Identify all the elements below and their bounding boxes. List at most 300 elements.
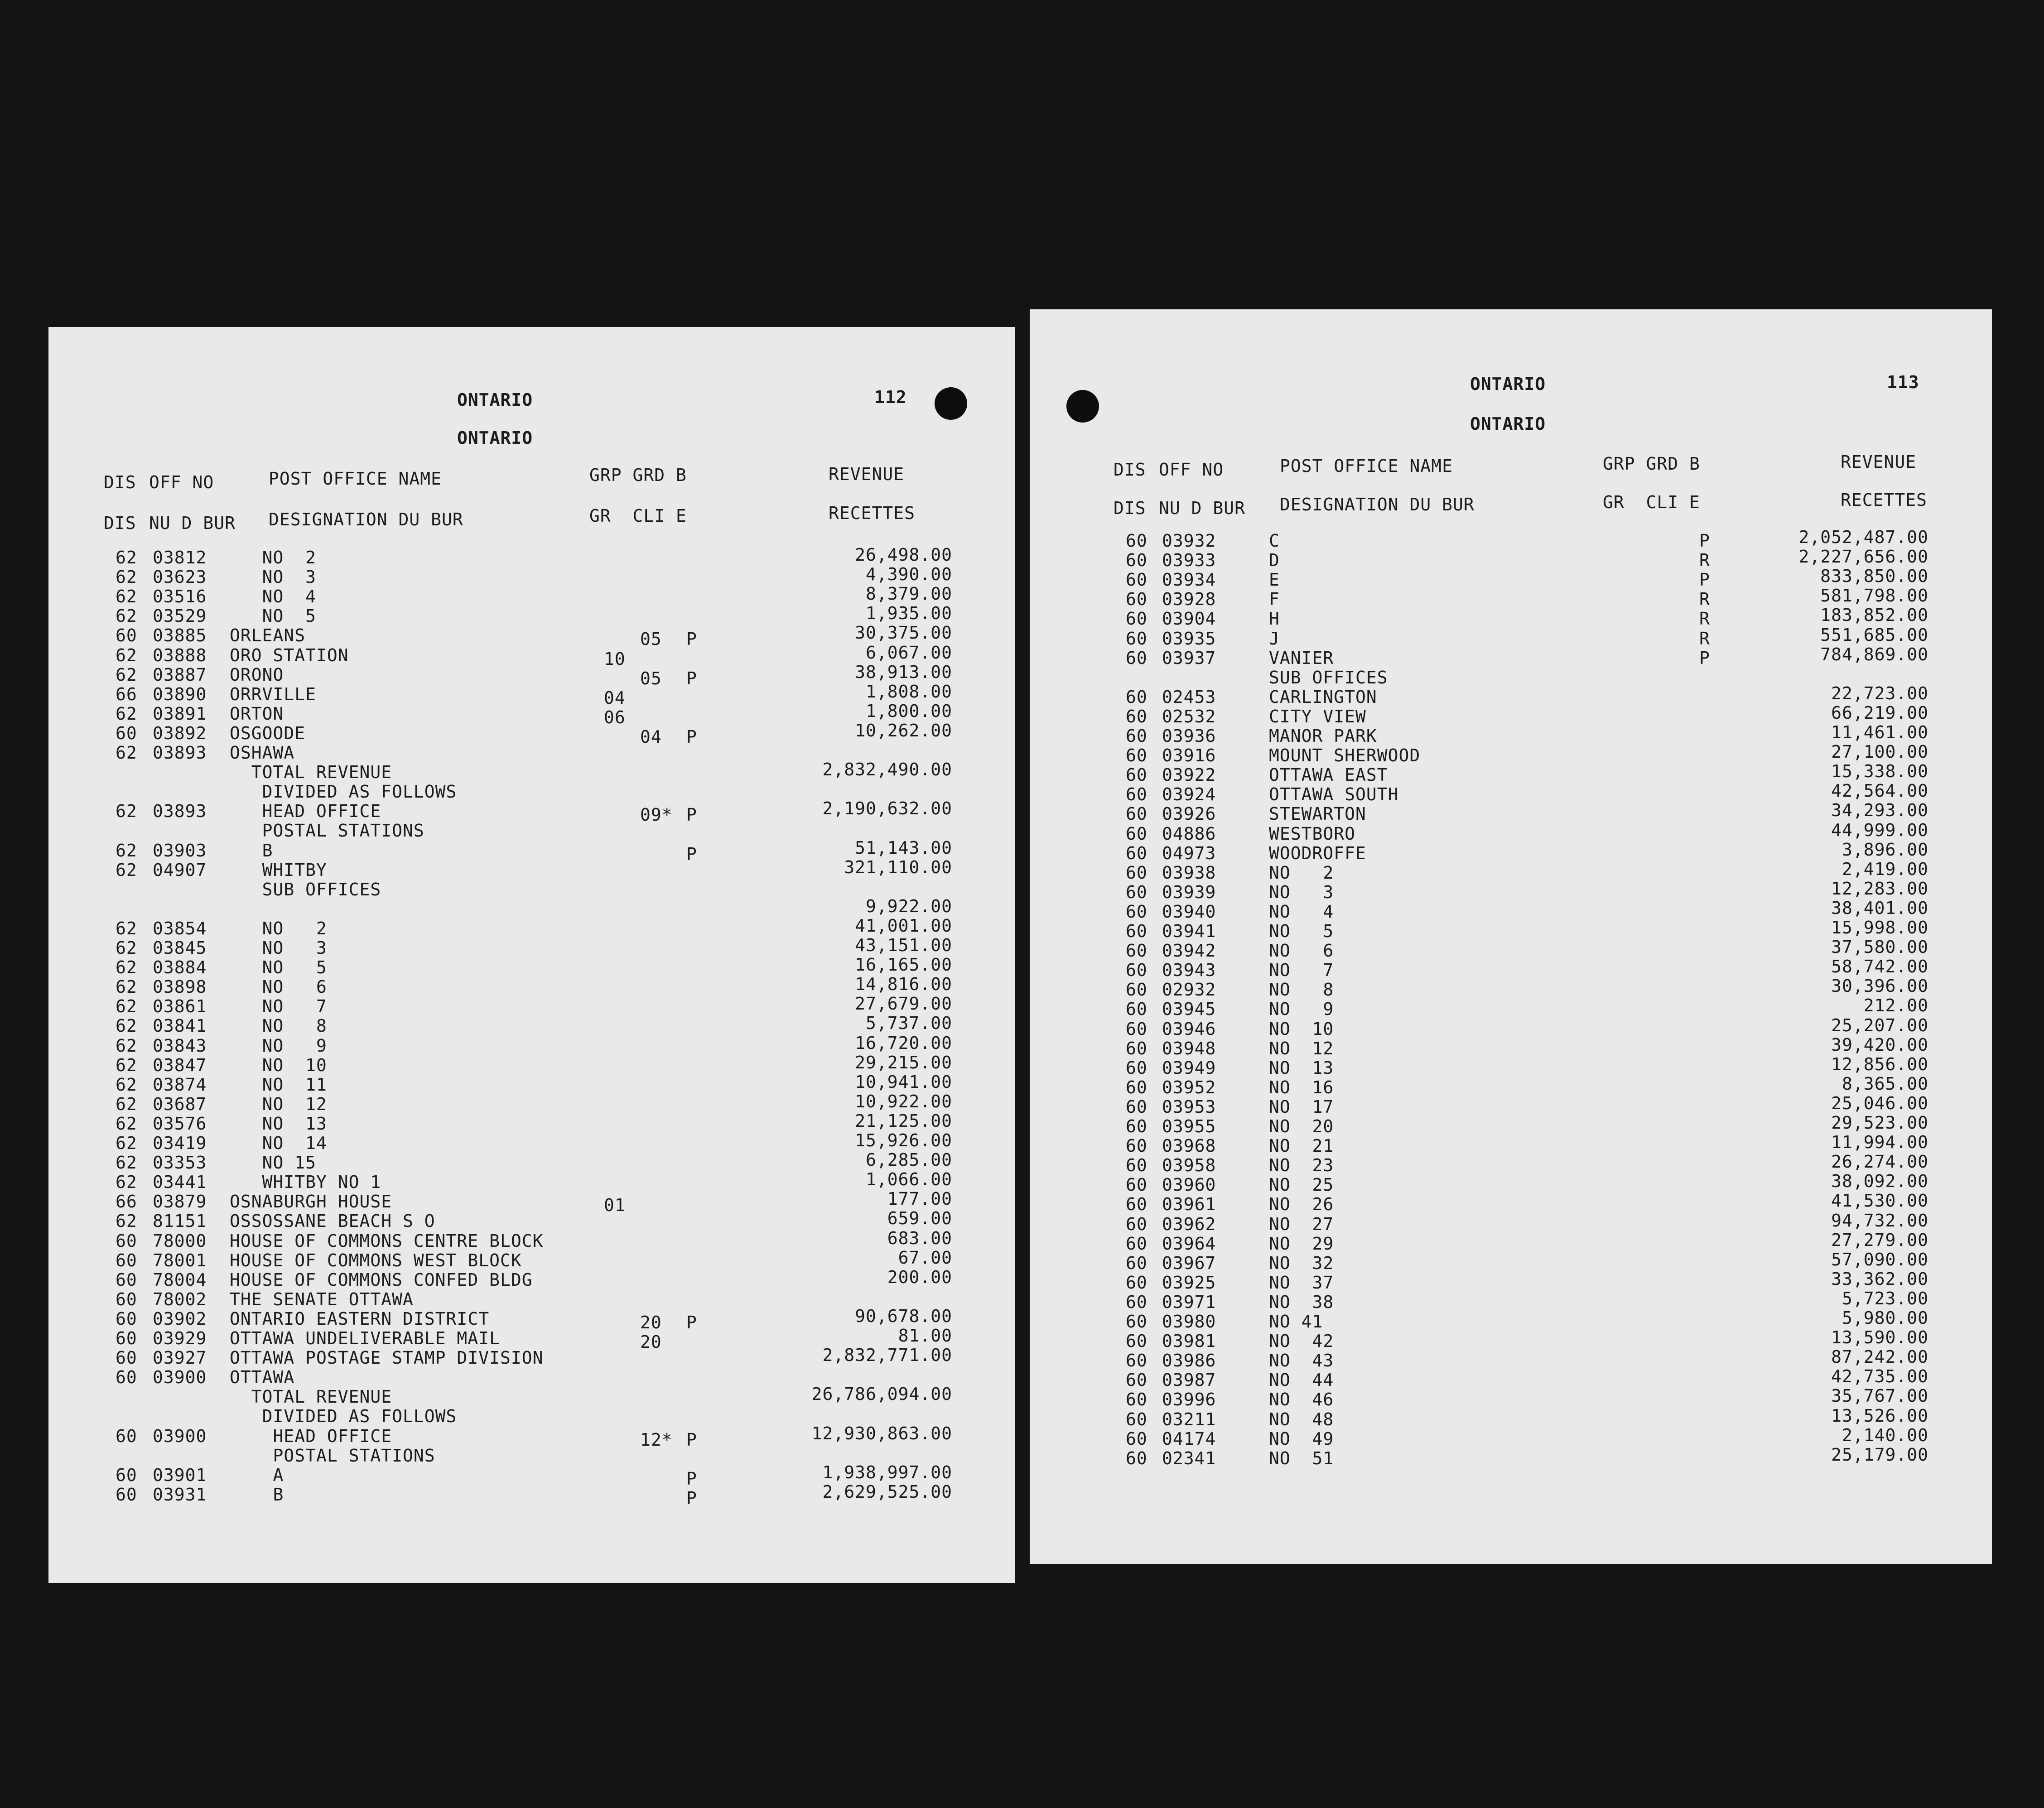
column-header-rev: REVENUE [829,464,905,484]
row-office-name: NO 4 [1269,901,1334,922]
row-office-name: NO 3 [230,938,327,958]
row-office-number: 03948 [1162,1038,1216,1058]
row-revenue: 2,190,632.00 [822,798,952,819]
row-office-name: NO 12 [1269,1038,1334,1058]
row-office-name: NO 23 [1269,1155,1334,1176]
row-office-name: OSNABURGH HOUSE [230,1192,392,1212]
row-district: 60 [116,1465,137,1485]
row-office-name: NO 49 [1269,1428,1334,1449]
row-district: 60 [1126,999,1147,1019]
row-office-name: HEAD OFFICE [230,1426,392,1446]
row-office-name: NO 12 [230,1094,327,1114]
row-office-number: 03903 [153,840,207,861]
row-office-number: 03939 [1162,882,1216,902]
row-office-number: 03847 [153,1055,207,1075]
row-office-name: NO 37 [1269,1272,1334,1293]
row-district: 62 [116,645,137,665]
row-district: 60 [1126,726,1147,746]
row-district: 60 [116,1348,137,1368]
column-header-name-fr: DESIGNATION DU BUR [1280,495,1475,515]
row-office-name: OSGOODE [230,723,306,743]
row-office-number: 03926 [1162,804,1216,824]
row-revenue: 41,530.00 [1831,1191,1928,1211]
row-office-number: 03888 [153,645,207,665]
row-office-number: 03980 [1162,1312,1216,1332]
row-revenue: 15,926.00 [855,1130,952,1150]
row-office-name: NO 8 [230,1016,327,1036]
row-office-number: 03887 [153,664,207,685]
row-office-name: NO 16 [1269,1077,1334,1097]
row-district: 62 [116,957,137,978]
column-header-dis-fr: DIS [1114,498,1146,518]
row-district: 60 [116,1269,137,1290]
row-revenue: 2,629,525.00 [822,1481,952,1502]
row-revenue: 1,800.00 [865,701,952,721]
row-revenue: 27,279.00 [1831,1230,1928,1250]
row-office-name: NO 10 [230,1055,327,1075]
row-district: 60 [1126,1292,1147,1312]
column-header-name-fr: DESIGNATION DU BUR [269,510,463,529]
row-revenue: 321,110.00 [844,857,952,877]
row-office-name: VANIER [1269,648,1334,668]
row-office-name: NO 41 [1269,1312,1323,1332]
column-header-dis-fr: DIS [104,513,136,533]
row-revenue: 784,869.00 [1820,644,1928,664]
row-district: 60 [1126,960,1147,981]
row-revenue: 11,994.00 [1831,1132,1928,1153]
row-office-number: 03967 [1162,1253,1216,1273]
row-grade: 05 [640,629,662,649]
row-revenue: 21,125.00 [855,1111,952,1131]
row-office-number: 03922 [1162,765,1216,785]
row-revenue: 14,816.00 [855,974,952,995]
row-office-number: 03933 [1162,550,1216,571]
row-office-number: 03893 [153,743,207,763]
row-office-name: NO 14 [230,1133,327,1153]
row-group: 06 [604,707,626,727]
row-office-name: NO 48 [1269,1409,1334,1429]
row-district: 60 [1126,804,1147,824]
row-office-name: POSTAL STATIONS [230,821,424,841]
row-office-number: 03854 [153,918,207,938]
row-office-name: NO 43 [1269,1351,1334,1371]
row-office-number: 03892 [153,723,207,743]
row-office-number: 03962 [1162,1214,1216,1234]
column-header-name: POST OFFICE NAME [1280,456,1453,476]
row-revenue: 15,998.00 [1831,918,1928,938]
row-office-number: 03960 [1162,1175,1216,1195]
row-revenue: 16,720.00 [855,1033,952,1053]
row-office-name: SUB OFFICES [230,879,381,899]
column-header-off-fr: NU D BUR [1159,498,1246,518]
row-revenue: 212.00 [1863,995,1928,1016]
row-revenue: 38,401.00 [1831,898,1928,918]
row-office-name: NO 2 [230,548,317,567]
row-district: 60 [1126,843,1147,863]
row-revenue: 33,362.00 [1831,1269,1928,1289]
row-office-number: 04973 [1162,843,1216,863]
row-office-name: ORTON [230,703,284,724]
row-office-number: 78004 [153,1269,207,1290]
row-office-name: A [230,1465,284,1485]
row-office-number: 03900 [153,1426,207,1446]
row-district: 60 [116,1367,137,1388]
row-office-number: 03996 [1162,1390,1216,1410]
row-office-name: THE SENATE OTTAWA [230,1289,414,1309]
column-header-rev-fr: RECETTES [829,503,916,523]
row-revenue: 26,274.00 [1831,1152,1928,1172]
page-number: 113 [1887,372,1919,392]
row-office-name: ORO STATION [230,645,349,665]
row-office-number: 03845 [153,938,207,958]
row-office-name: NO 2 [230,918,327,938]
row-office-number: 03940 [1162,901,1216,922]
row-office-name: NO 5 [1269,921,1334,941]
row-office-name: NO 13 [230,1113,327,1134]
row-office-number: 03843 [153,1035,207,1056]
row-district: 60 [1126,1331,1147,1351]
row-office-number: 03441 [153,1172,207,1193]
row-office-number: 03968 [1162,1136,1216,1156]
row-office-name: E [1269,570,1280,590]
row-office-name: NO 20 [1269,1116,1334,1136]
row-office-number: 03927 [153,1348,207,1368]
row-district: 60 [1126,1428,1147,1449]
row-district: 60 [1126,570,1147,590]
row-office-number: 02453 [1162,687,1216,707]
row-office-number: 78001 [153,1250,207,1270]
row-office-name: OTTAWA SOUTH [1269,784,1399,805]
row-revenue: 16,165.00 [855,955,952,975]
column-header-off-fr: NU D BUR [149,513,236,533]
row-district: 60 [1126,589,1147,610]
row-revenue: 12,930,863.00 [811,1423,952,1443]
row-office-number: 03929 [153,1328,207,1348]
row-district: 60 [1126,921,1147,941]
row-district: 62 [116,1055,137,1075]
row-revenue: 10,262.00 [855,720,952,741]
row-revenue: 6,067.00 [865,642,952,663]
row-revenue: 81.00 [898,1326,952,1346]
row-office-number: 03937 [1162,648,1216,668]
row-office-number: 02932 [1162,980,1216,1000]
row-office-name: C [1269,531,1280,551]
row-office-number: 04174 [1162,1428,1216,1449]
row-office-name: WOODROFFE [1269,843,1366,863]
row-revenue: 183,852.00 [1820,605,1928,625]
row-office-name: CARLINGTON [1269,687,1377,707]
row-office-number: 03987 [1162,1370,1216,1390]
row-grade: 05 [640,668,662,688]
row-office-name: ORRVILLE [230,684,317,704]
row-office-name: NO 9 [230,1035,327,1056]
row-grade: 04 [640,726,662,747]
row-revenue: 12,283.00 [1831,878,1928,899]
row-b-flag: P [686,726,697,747]
row-office-name: NO 5 [230,606,317,626]
row-district: 60 [1126,648,1147,668]
row-office-number: 03925 [1162,1272,1216,1293]
row-b-flag: P [686,668,697,688]
row-revenue: 2,140.00 [1842,1425,1928,1445]
row-office-number: 78002 [153,1289,207,1309]
row-office-name: NO 51 [1269,1448,1334,1468]
row-district: 60 [1126,823,1147,844]
row-b-flag: P [686,1429,697,1450]
row-office-name: F [1269,589,1280,610]
row-office-name: NO 21 [1269,1136,1334,1156]
row-district: 62 [116,664,137,685]
row-office-name: HOUSE OF COMMONS CENTRE BLOCK [230,1231,544,1251]
row-office-name: B [230,840,273,861]
column-header-rev-fr: RECETTES [1841,490,1928,510]
row-revenue: 177.00 [887,1189,952,1209]
province-title-fr: ONTARIO [457,428,533,448]
row-district: 60 [116,1484,137,1505]
row-office-number: 03861 [153,996,207,1017]
row-office-number: 03211 [1162,1409,1216,1429]
row-revenue: 22,723.00 [1831,683,1928,703]
column-header-grp: GRP GRD B [1603,454,1700,474]
row-office-name: DIVIDED AS FOLLOWS [230,782,457,802]
column-header-off: OFF NO [1159,460,1224,480]
row-grade: 20 [640,1332,662,1352]
row-office-number: 03952 [1162,1077,1216,1097]
row-office-name: NO 46 [1269,1390,1334,1410]
row-revenue: 25,046.00 [1831,1093,1928,1113]
row-district: 62 [116,1016,137,1036]
row-revenue: 13,590.00 [1831,1327,1928,1348]
row-district: 60 [1126,1058,1147,1078]
row-office-name: WESTBORO [1269,823,1356,844]
row-district: 62 [116,801,137,822]
row-revenue: 8,379.00 [865,584,952,604]
column-header-off: OFF NO [149,472,214,492]
row-revenue: 43,151.00 [855,935,952,955]
row-office-name: NO 2 [1269,862,1334,883]
row-district: 60 [1126,1233,1147,1254]
row-revenue: 2,052,487.00 [1798,527,1928,547]
row-office-number: 03938 [1162,862,1216,883]
row-office-name: HOUSE OF COMMONS WEST BLOCK [230,1250,522,1270]
row-district: 62 [116,938,137,958]
row-office-number: 03900 [153,1367,207,1388]
row-office-name: SUB OFFICES [1269,667,1388,688]
row-office-number: 03902 [153,1308,207,1329]
row-district: 62 [116,996,137,1017]
row-revenue: 551,685.00 [1820,625,1928,645]
row-office-name: NO 42 [1269,1331,1334,1351]
row-office-name: NO 13 [1269,1058,1334,1078]
page-number: 112 [874,387,907,407]
row-office-name: NO 29 [1269,1233,1334,1254]
row-office-number: 03928 [1162,589,1216,610]
row-district: 62 [116,606,137,626]
row-grade: 20 [640,1312,662,1332]
row-office-name: NO 6 [230,977,327,997]
row-b-flag: P [686,805,697,825]
row-office-number: 02532 [1162,706,1216,726]
row-revenue: 42,564.00 [1831,781,1928,801]
row-revenue: 833,850.00 [1820,566,1928,587]
row-revenue: 10,922.00 [855,1091,952,1111]
row-district: 62 [116,703,137,724]
row-district: 60 [1126,1390,1147,1410]
row-office-name: NO 9 [1269,999,1334,1019]
row-office-name: MOUNT SHERWOOD [1269,745,1421,766]
row-district: 60 [1126,531,1147,551]
row-office-number: 03841 [153,1016,207,1036]
row-b-flag: P [686,844,697,864]
row-revenue: 67.00 [898,1247,952,1268]
row-district: 60 [1126,1448,1147,1468]
row-district: 66 [116,1192,137,1212]
row-revenue: 44,999.00 [1831,820,1928,840]
row-b-flag: P [686,1312,697,1332]
row-revenue: 5,737.00 [865,1013,952,1034]
row-office-name: NO 15 [230,1153,317,1173]
row-office-name: ONTARIO EASTERN DISTRICT [230,1308,490,1329]
row-office-number: 03961 [1162,1194,1216,1215]
row-district: 62 [116,1035,137,1056]
row-district: 60 [1126,1155,1147,1176]
row-district: 62 [116,587,137,607]
row-revenue: 26,498.00 [855,545,952,565]
row-revenue: 87,242.00 [1831,1347,1928,1367]
row-office-number: 03874 [153,1074,207,1095]
row-office-number: 03936 [1162,726,1216,746]
row-district: 62 [116,1133,137,1153]
row-revenue: 683.00 [887,1228,952,1248]
row-revenue: 200.00 [887,1267,952,1287]
row-office-name: ORLEANS [230,625,306,646]
row-district: 60 [1126,1096,1147,1117]
row-district: 60 [1126,1312,1147,1332]
row-district: 60 [1126,628,1147,649]
row-office-name: NO 6 [1269,941,1334,961]
row-district: 60 [1126,1214,1147,1234]
row-office-name: NO 26 [1269,1194,1334,1215]
row-district: 60 [1126,1019,1147,1039]
row-b-flag: P [686,1468,697,1489]
row-revenue: 1,808.00 [865,681,952,702]
row-b-flag: P [686,629,697,649]
row-revenue: 10,941.00 [855,1072,952,1092]
row-office-name: ORONO [230,664,284,685]
row-office-number: 03931 [153,1484,207,1505]
row-office-number: 03942 [1162,941,1216,961]
row-revenue: 66,219.00 [1831,702,1928,723]
row-office-number: 03955 [1162,1116,1216,1136]
row-b-flag: R [1699,589,1710,610]
province-title: ONTARIO [457,390,533,410]
row-office-number: 03891 [153,703,207,724]
column-header-dis: DIS [1114,460,1146,480]
row-group: 10 [604,649,626,669]
row-revenue: 39,420.00 [1831,1034,1928,1055]
row-office-name: NO 11 [230,1074,327,1095]
row-revenue: 2,832,490.00 [822,760,952,780]
row-office-name: NO 7 [1269,960,1334,981]
row-district: 60 [116,1426,137,1446]
row-district: 60 [1126,1116,1147,1136]
row-revenue: 6,285.00 [865,1150,952,1170]
row-office-name: HOUSE OF COMMONS CONFED BLDG [230,1269,533,1290]
row-district: 62 [116,840,137,861]
row-district: 60 [1126,745,1147,766]
row-grade: 12* [640,1429,673,1450]
column-header-grp-fr: GR CLI E [1603,492,1700,512]
row-office-number: 04886 [1162,823,1216,844]
row-revenue: 27,100.00 [1831,742,1928,762]
row-district: 60 [1126,980,1147,1000]
row-revenue: 90,678.00 [855,1306,952,1326]
row-office-name: NO 10 [1269,1019,1334,1039]
row-revenue: 659.00 [887,1208,952,1229]
row-revenue: 58,742.00 [1831,957,1928,977]
row-office-name: OTTAWA [230,1367,295,1388]
row-office-name: DIVIDED AS FOLLOWS [230,1406,457,1427]
row-office-name: OSHAWA [230,743,295,763]
row-office-name: NO 17 [1269,1096,1334,1117]
row-revenue: 581,798.00 [1820,586,1928,606]
row-revenue: 8,365.00 [1842,1073,1928,1094]
row-district: 60 [116,625,137,646]
row-revenue: 30,396.00 [1831,976,1928,996]
row-revenue: 42,735.00 [1831,1366,1928,1387]
row-revenue: 2,227,656.00 [1798,547,1928,567]
row-revenue: 1,066.00 [865,1169,952,1190]
row-revenue: 38,913.00 [855,662,952,682]
punch-hole [935,387,967,420]
row-district: 62 [116,1113,137,1134]
row-b-flag: P [1699,531,1710,551]
row-revenue: 15,338.00 [1831,761,1928,782]
row-office-number: 78000 [153,1231,207,1251]
row-office-name: J [1269,628,1280,649]
row-district: 62 [116,548,137,567]
row-revenue: 30,375.00 [855,623,952,643]
row-revenue: 51,143.00 [855,837,952,858]
row-district: 60 [116,1231,137,1251]
row-office-name: OTTAWA UNDELIVERABLE MAIL [230,1328,500,1348]
row-district: 60 [1126,1370,1147,1390]
row-revenue: 41,001.00 [855,915,952,936]
row-revenue: 34,293.00 [1831,800,1928,821]
row-district: 66 [116,684,137,704]
row-office-number: 03945 [1162,999,1216,1019]
row-office-number: 03893 [153,801,207,822]
row-district: 60 [1126,609,1147,629]
row-district: 60 [1126,550,1147,571]
row-district: 60 [1126,1351,1147,1371]
row-revenue: 27,679.00 [855,994,952,1014]
column-header-name: POST OFFICE NAME [269,469,442,489]
row-revenue: 29,523.00 [1831,1113,1928,1133]
row-office-name: WHITBY NO 1 [230,1172,381,1193]
row-revenue: 2,832,771.00 [822,1345,952,1366]
row-office-number: 03981 [1162,1331,1216,1351]
ledger-page-right [1030,309,1992,1564]
punch-hole [1066,390,1099,423]
row-district: 60 [1126,1194,1147,1215]
row-district: 60 [1126,882,1147,902]
row-revenue: 9,922.00 [865,896,952,916]
row-revenue: 29,215.00 [855,1052,952,1072]
row-office-number: 03812 [153,548,207,567]
row-office-name: NO 38 [1269,1292,1334,1312]
column-header-grp-fr: GR CLI E [589,506,687,526]
